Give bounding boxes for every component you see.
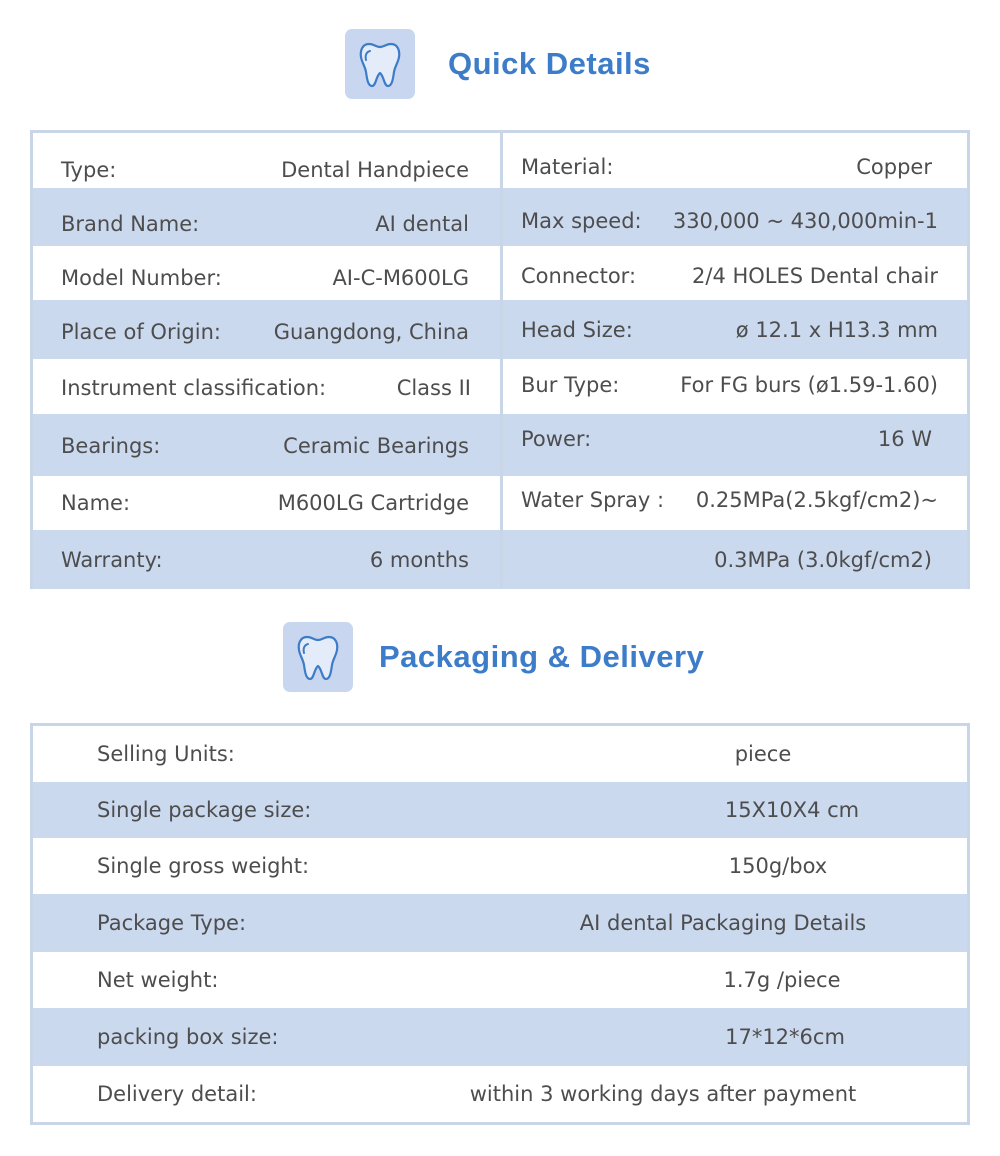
detail-value: 0.3MPa (3.0kgf/cm2)	[714, 548, 932, 572]
detail-label: Place of Origin:	[61, 320, 221, 344]
packaging-row	[33, 782, 967, 838]
packaging-row	[33, 838, 967, 894]
detail-label: Brand Name:	[61, 212, 200, 236]
packaging-table	[30, 723, 970, 1125]
packaging-value: 17*12*6cm	[725, 1025, 845, 1049]
detail-label: Bur Type:	[521, 373, 620, 397]
quick-details-right-row	[503, 530, 967, 589]
detail-value: Guangdong, China	[273, 320, 469, 344]
detail-label: Head Size:	[521, 318, 633, 342]
packaging-label: Selling Units:	[97, 742, 235, 766]
quick-details-left-row	[33, 188, 500, 246]
detail-label: Max speed:	[521, 209, 642, 233]
packaging-value: 150g/box	[728, 854, 828, 878]
detail-value: Ceramic Bearings	[283, 434, 469, 458]
quick-details-left-row	[33, 530, 500, 589]
packaging-row	[33, 726, 967, 782]
quick-details-left-row	[33, 359, 500, 414]
detail-label: Model Number:	[61, 266, 222, 290]
packaging-value: piece	[734, 742, 792, 766]
detail-value: 2/4 HOLES Dental chair	[692, 264, 938, 288]
detail-label: Connector:	[521, 264, 637, 288]
detail-label: Water Spray :	[521, 488, 665, 512]
packaging-label: packing box size:	[97, 1025, 279, 1049]
packaging-value: AI dental Packaging Details	[579, 911, 867, 935]
packaging-row	[33, 894, 967, 952]
quick-details-left-row	[33, 246, 500, 300]
quick-details-right-row	[503, 359, 967, 414]
packaging-header	[283, 622, 704, 692]
packaging-label: Single gross weight:	[97, 854, 310, 878]
quick-details-right-row	[503, 133, 967, 188]
detail-label: Warranty:	[61, 548, 163, 572]
tooth-icon	[283, 622, 353, 692]
detail-value: M600LG Cartridge	[277, 491, 469, 515]
detail-value: AI dental	[375, 212, 469, 236]
detail-label: Name:	[61, 491, 131, 515]
detail-value: Dental Handpiece	[281, 158, 469, 182]
packaging-label: Package Type:	[97, 911, 247, 935]
quick-details-title: Quick Details	[448, 46, 651, 81]
quick-details-left-row	[33, 414, 500, 476]
detail-value: ø 12.1 x H13.3 mm	[735, 318, 938, 342]
tooth-icon	[345, 29, 415, 99]
packaging-value: 1.7g /piece	[723, 968, 841, 992]
detail-label: Type:	[61, 158, 117, 182]
packaging-label: Net weight:	[97, 968, 219, 992]
quick-details-left-row	[33, 476, 500, 530]
packaging-row	[33, 1066, 967, 1122]
quick-details-right-row	[503, 476, 967, 530]
quick-details-table	[30, 130, 970, 589]
quick-details-right-row	[503, 188, 967, 246]
detail-label: Power:	[521, 427, 592, 451]
detail-value: 16 W	[877, 427, 932, 451]
detail-label: Instrument classification:	[61, 376, 327, 400]
quick-details-right-row	[503, 300, 967, 359]
packaging-row	[33, 1008, 967, 1066]
detail-value: 330,000 ~ 430,000min-1	[672, 209, 938, 233]
packaging-title: Packaging & Delivery	[379, 639, 705, 674]
quick-details-right-row	[503, 246, 967, 300]
detail-label: Material:	[521, 155, 614, 179]
packaging-label: Single package size:	[97, 798, 312, 822]
packaging-value: 15X10X4 cm	[724, 798, 860, 822]
quick-details-left-row	[33, 300, 500, 359]
detail-value: Copper	[856, 155, 932, 179]
quick-details-left-row	[33, 133, 500, 188]
detail-value: 0.25MPa(2.5kgf/cm2)~	[695, 488, 938, 512]
packaging-label: Delivery detail:	[97, 1082, 257, 1106]
packaging-row	[33, 952, 967, 1008]
detail-value: Class II	[396, 376, 471, 400]
detail-value: AI-C-M600LG	[332, 266, 469, 290]
quick-details-header	[345, 29, 651, 99]
detail-value: 6 months	[369, 548, 469, 572]
packaging-value: within 3 working days after payment	[469, 1082, 857, 1106]
quick-details-right-row	[503, 414, 967, 476]
detail-label: Bearings:	[61, 434, 161, 458]
detail-value: For FG burs (ø1.59-1.60)	[680, 373, 938, 397]
